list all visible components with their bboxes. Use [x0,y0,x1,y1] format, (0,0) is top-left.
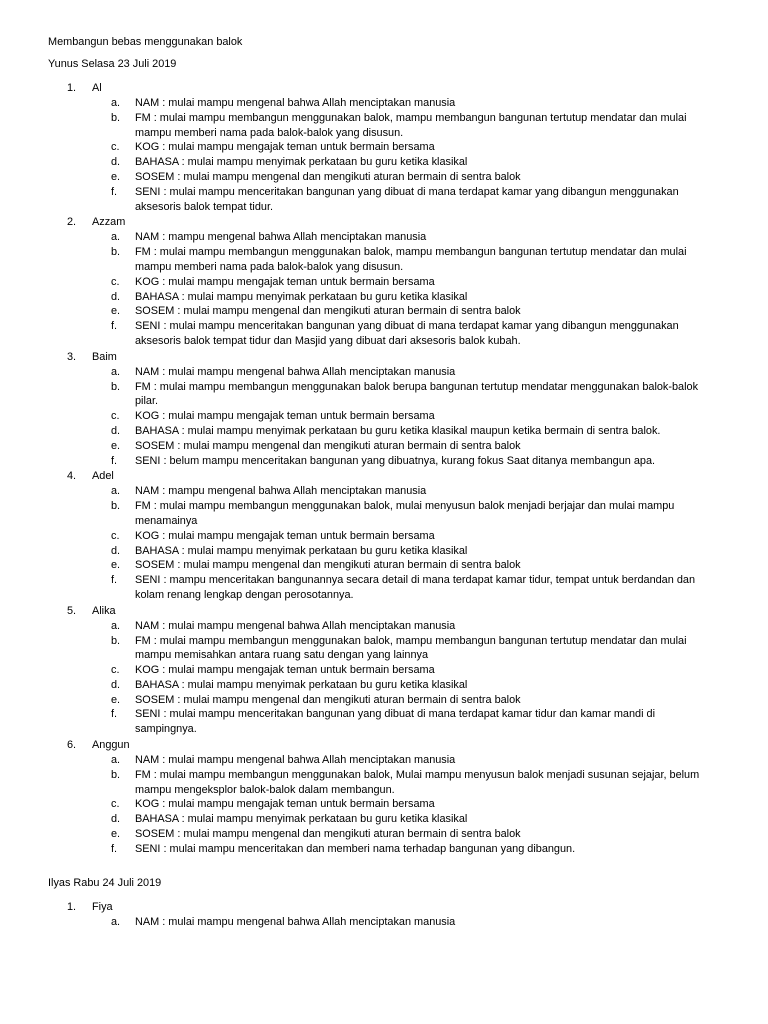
assessment-item [48,544,738,559]
assessment-item [48,634,738,664]
section-spacer [48,857,738,876]
item-text: BAHASA : mulai mampu menyimak perkataan bu guru ketika klasikal [135,813,468,826]
item-text: BAHASA : mulai mampu menyimak perkataan bu guru ketika klasikal maupun ketika bermain di sentra balok. [135,424,661,437]
student-name: Al [92,82,102,94]
assessment-item [48,245,738,275]
item-letter: f. [111,185,118,198]
assessment-list [48,230,738,348]
item-letter: c. [111,798,120,811]
assessment-list [48,484,738,602]
item-letter: f. [111,842,118,855]
item-text: KOG : mulai mampu mengajak teman untuk bermain bersama [135,275,435,288]
student-entry [48,900,738,915]
student-entry [48,738,738,753]
item-letter: d. [111,813,121,826]
student-name: Alika [92,604,116,617]
sessions-container [48,57,738,929]
item-letter: d. [111,424,121,437]
item-letter: d. [111,678,121,691]
session-section [48,876,738,930]
item-text: FM : mulai mampu membangun menggunakan balok, mampu membangun bangunan tertutup mendatar dan mulai mampu memisahkan antara ruang satu dengan yang lainnya [135,634,687,662]
assessment-item [48,365,738,380]
student-name: Azzam [92,216,126,229]
item-text: FM : mulai mampu membangun menggunakan balok, mampu membangun bangunan tertutup mendatar dan mulai mampu memberi nama pada balok-balok yang disusun. [135,111,687,139]
assessment-item [48,827,738,842]
item-text: KOG : mulai mampu mengajak teman untuk bermain bersama [135,664,435,677]
item-text: SOSEM : mulai mampu mengenal dan mengikuti aturan bermain di sentra balok [135,559,521,572]
session-section [48,57,738,857]
item-letter: e. [111,305,121,318]
item-text: KOG : mulai mampu mengajak teman untuk bermain bersama [135,798,435,811]
student-entry [48,604,738,619]
item-text: SOSEM : mulai mampu mengenal dan mengikuti aturan bermain di sentra balok [135,693,521,706]
item-letter: f. [111,454,118,467]
item-text: FM : mulai mampu membangun menggunakan balok berupa bangunan tertutup mendatar menggunakan balok-balok pilar. [135,380,699,408]
item-letter: d. [111,544,121,557]
student-entry [48,469,738,484]
item-letter: c. [111,410,120,423]
student-number: 1. [67,82,77,94]
assessment-item [48,111,738,141]
assessment-list [48,365,738,469]
item-text: KOG : mulai mampu mengajak teman untuk bermain bersama [135,141,435,154]
item-text: SENI : mulai mampu menceritakan bangunan yang dibuat di mana terdapat kamar yang dibangun menggunakan aksesoris balok tempat tidur dan Masjid yang dibuat dari aksesoris balok kubah. [135,320,679,347]
assessment-item [48,170,738,185]
document-title: Membangun bebas menggunakan balok [48,36,243,48]
student-name: Anggun [92,739,130,752]
item-letter: d. [111,290,121,303]
assessment-item [48,185,738,215]
item-letter: a. [111,915,121,928]
item-text: SENI : mampu menceritakan bangunannya secara detail di mana terdapat kamar tidur, tempat untuk berdandan dan kolam renang lengkap dengan perosotannya. [135,574,695,601]
item-text: KOG : mulai mampu mengajak teman untuk bermain bersama [135,529,435,542]
item-text: FM : mulai mampu membangun menggunakan balok, Mulai mampu menyusun balok menjadi susunan sejajar, belum mampu mengeksplor balok-balok dalam membangun. [135,768,700,796]
student-number: 5. [67,604,77,617]
student-number: 4. [67,470,77,483]
assessment-item [48,573,738,603]
student-name: Adel [92,470,114,483]
student-number: 3. [67,350,77,363]
item-text: SOSEM : mulai mampu mengenal dan mengikuti aturan bermain di sentra balok [135,439,521,452]
assessment-item [48,499,738,529]
assessment-item [48,768,738,798]
item-letter: f. [111,320,118,333]
student-entry [48,215,738,230]
assessment-item [48,230,738,245]
session-heading: Ilyas Rabu 24 Juli 2019 [48,876,162,889]
assessment-item [48,693,738,708]
assessment-item [48,155,738,170]
item-text: BAHASA : mulai mampu menyimak perkataan bu guru ketika klasikal [135,678,468,691]
item-text: KOG : mulai mampu mengajak teman untuk bermain bersama [135,410,435,423]
item-letter: a. [111,231,121,244]
item-letter: e. [111,559,121,572]
item-text: BAHASA : mulai mampu menyimak perkataan bu guru ketika klasikal [135,156,468,169]
assessment-list [48,96,738,214]
assessment-item [48,380,738,410]
item-letter: b. [111,111,121,124]
item-letter: b. [111,246,121,259]
assessment-item [48,753,738,768]
item-text: NAM : mulai mampu mengenal bahwa Allah menciptakan manusia [135,754,456,767]
item-text: SENI : mulai mampu menceritakan bangunan yang dibuat di mana terdapat kamar yang dibangun menggunakan aksesoris balok tempat tidur. [135,185,679,213]
assessment-item [48,915,738,930]
assessment-list [48,915,738,930]
item-text: NAM : mampu mengenal bahwa Allah menciptakan manusia [135,231,427,244]
item-text: SENI : belum mampu menceritakan bangunan yang dibuatnya, kurang fokus Saat ditanya membangun apa. [135,454,656,467]
item-text: FM : mulai mampu membangun menggunakan balok, mampu membangun bangunan tertutup mendatar dan mulai mampu memberi nama pada balok-balok yang disusun. [135,246,687,273]
assessment-list [48,619,738,737]
item-letter: c. [111,141,120,154]
assessment-item [48,290,738,305]
item-text: SOSEM : mulai mampu mengenal dan mengikuti aturan bermain di sentra balok [135,828,521,841]
assessment-item [48,558,738,573]
item-text: SOSEM : mulai mampu mengenal dan mengikuti aturan bermain di sentra balok [135,305,521,318]
assessment-item [48,275,738,290]
item-letter: f. [111,708,118,721]
item-letter: e. [111,693,121,706]
item-letter: f. [111,574,118,587]
assessment-item [48,529,738,544]
assessment-item [48,663,738,678]
assessment-item [48,812,738,827]
item-letter: b. [111,768,121,781]
item-text: NAM : mulai mampu mengenal bahwa Allah menciptakan manusia [135,97,456,109]
assessment-item [48,678,738,693]
item-text: NAM : mulai mampu mengenal bahwa Allah menciptakan manusia [135,365,456,378]
assessment-item [48,484,738,499]
item-letter: b. [111,380,121,393]
item-text: NAM : mampu mengenal bahwa Allah menciptakan manusia [135,485,427,498]
assessment-item [48,797,738,812]
item-letter: c. [111,275,120,288]
assessment-item [48,619,738,634]
assessment-item [48,707,738,737]
item-letter: e. [111,439,121,452]
item-text: NAM : mulai mampu mengenal bahwa Allah menciptakan manusia [135,915,456,928]
student-entry [48,81,738,96]
item-letter: a. [111,97,121,109]
item-text: SENI : mulai mampu menceritakan dan memberi nama terhadap bangunan yang dibangun. [135,842,576,855]
assessment-item [48,304,738,319]
assessment-item [48,409,738,424]
assessment-item [48,140,738,155]
student-name: Baim [92,350,117,363]
item-text: SOSEM : mulai mampu mengenal dan mengikuti aturan bermain di sentra balok [135,170,521,183]
student-number: 2. [67,216,77,229]
item-text: FM : mulai mampu membangun menggunakan balok, mulai menyusun balok menjadi berjajar dan mulai mampu menamainya [135,500,675,527]
assessment-item [48,319,738,349]
student-entry [48,350,738,365]
assessment-list [48,753,738,857]
item-letter: e. [111,828,121,841]
item-letter: a. [111,754,121,767]
assessment-item [48,842,738,857]
item-letter: c. [111,529,120,542]
item-letter: a. [111,485,121,498]
assessment-item [48,454,738,469]
item-text: BAHASA : mulai mampu menyimak perkataan bu guru ketika klasikal [135,290,468,303]
student-number: 1. [67,900,77,913]
item-letter: b. [111,500,121,513]
item-text: BAHASA : mulai mampu menyimak perkataan bu guru ketika klasikal [135,544,468,557]
item-letter: a. [111,619,121,632]
item-text: SENI : mulai mampu menceritakan bangunan yang dibuat di mana terdapat kamar tidur dan kamar mandi di sampingnya. [135,708,656,736]
item-letter: d. [111,156,121,169]
item-letter: c. [111,664,120,677]
student-number: 6. [67,739,77,752]
item-letter: a. [111,365,121,378]
item-letter: e. [111,170,121,183]
assessment-item [48,96,738,111]
item-text: NAM : mulai mampu mengenal bahwa Allah menciptakan manusia [135,619,456,632]
assessment-item [48,439,738,454]
item-letter: b. [111,634,121,647]
assessment-item [48,424,738,439]
student-name: Fiya [92,900,113,913]
session-heading: Yunus Selasa 23 Juli 2019 [48,58,177,70]
